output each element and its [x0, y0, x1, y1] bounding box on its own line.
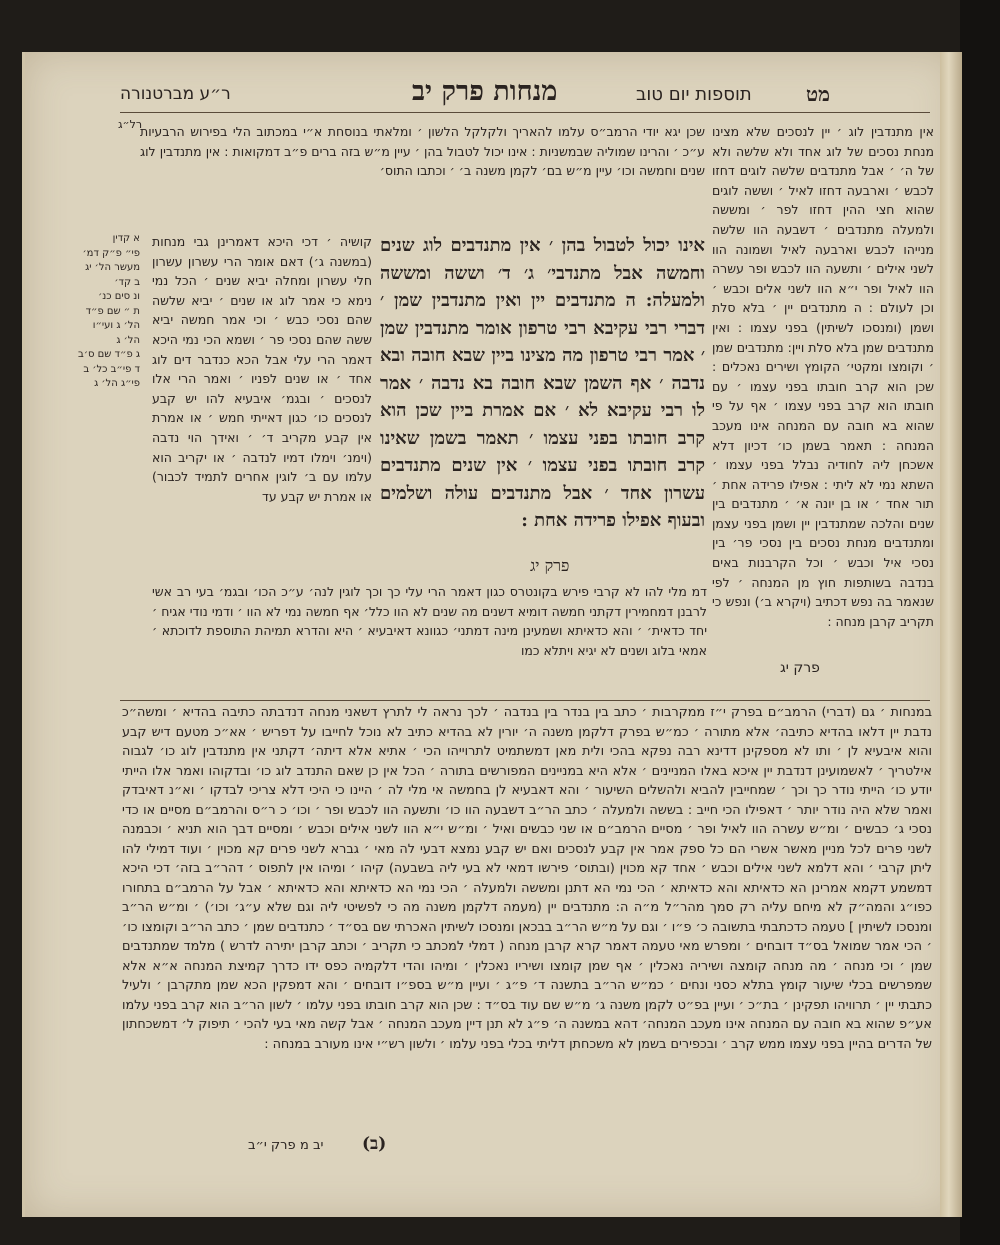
header-small-mark: רל״ג: [118, 118, 143, 131]
left-folio: מט: [806, 82, 830, 106]
header-tosafot-title: תוספות יום טוב: [636, 84, 752, 105]
bottom-rule: [120, 700, 930, 701]
bartenura-chapter-mark: פרק יג: [780, 660, 820, 676]
bartenura-column: אין מתנדבין לוג ׳ יין לנסכים שלא מצינו מנחת נסכים של לוג אחד ולא שלשה ולא של ה׳ ׳ אבל מתנדבים שלשה לוגים דחזו לכבש ׳ וארבעה דחזו לאיל ׳ וששה לוגים שהוא חצי ההין דחזו לפר ׳ ומששה ולמעלה מתנדבים ׳ דשבעה הוו שלשה מנייהו לכבש וארבעה לאיל ושמונה הוו לשני אילים ׳ ותשעה הוו לכבש ופר עשרה הוו לאיל ופר י״א הוו לשני אלים וכבש ׳ וכן לעולם : ה מתנדבים יין ׳ בלא סלת ושמן (ומנסכו לשיתין) בפני עצמו : ואין מתנדבים שמן בלא סלת ויין: מתנדבים שמן ׳ וקומצו ומקטי׳ הקומץ ושירים נאכלים : שכן הוא קרב חובתו בפני עצמו ׳ עם חובתו הוא קרב בפני עצמו ׳ אף על פי שהוא בא חובה עם המנחה אינו מעכב המנחה : תאמר בשמן כו׳ דכיון דלא אשכחן ליה לחודיה נבלל בפני עצמו ׳ השתא נמי לא ליתי : אפילו פרידה אחת ׳ תור אחד ׳ או בן יונה א׳ ׳ מתנדבים בין שנים והלכה שמתנדבין יין ושמן בפני עצמן ומתנדבים מנחת נסכים בין נסכי פר׳ בין נסכי איל וכבש ׳ וכל הקרבנות באים בנדבה בשותפות חוץ מן המנחה ׳ לפי שנאמר בה נפש דכתיב (ויקרא ב׳) ונפש כי תקריב קרבן מנחה :: [712, 124, 934, 629]
mishnah-chapter-mark: פרק יג: [530, 556, 570, 575]
footer-folio-letters: יב מ: [300, 1138, 324, 1153]
header-main-title: מנחות פרק יב: [412, 76, 558, 107]
margin-note: ג פ״ד שם ס׳ב: [78, 349, 140, 360]
margin-note: ב קד׳: [114, 276, 140, 288]
tosafot-top-block: שכן יגא יודי הרמב״ס עלמו להאריך ולקלקל הלשון ׳ ומלאתי בנוסחת א״י במכתוב הלי בפירוש הרבעיות ע״כ ׳ והרינו שמוליה שבמשניות : אינו יכול לטבול בהן ׳ עיין מ״ש בזה ברים פ״ב דמקואות : אין מתנדבין לוג שנים וחמשה וכו׳ עיין מ״ש בם׳ לקמן משנה ב׳ ׳ וכתבו התוס׳: [140, 124, 705, 178]
bottom-commentary: במנחות ׳ גם (דברי) הרמב״ם בפרק י״ז ממקרבות ׳ כתב בין בנדר בין בנדבה ׳ לכך נראה לי לתרץ דשאני מנחה דנדבתה כתיבה בהדיא ׳ ומשה״כ נדבת יין דלאו בהדיא כתיבה׳ אלא מתורה ׳ כמ״ש בפרק דלקמן משנה ה׳ יורין לא בהדיא כתיב לא נוכל לחייבו על דפריש ׳ אא״כ מטעם דיש קבע והוא איבעיא לן ׳ ותו לא מספקינן דדינא רבה נפקא בהכי ולית מאן דמשתמיט לתרוייהו הכי ׳ אתיא אלא דיתה׳ דקתני אין מתנדבין לוג כו׳ לגבוה אילטריך ׳ לאשמועינן דנדבת יין איכא באלו המניינים ׳ אלא היא במניינים המפורשים בתורה ׳ הכל אין כן שאם התנדב לוג כו׳ ובדקוהו ואמר אלו הייתי יודע כו׳ הייתי נודר כך וכך ׳ שמחייבין להביא ולהשלים השיעור ׳ והא דאבעיא לן בחמשה אי מלי לה ׳ היינו כי היכי דלא צריכי לבדקו ׳ וא״נ דאיבדק ואמר שלא היה נודר יותר ׳ דאפילו הכי חייב : בששה ולמעלה ׳ כתב הר״ב דשבעה הוו כו׳ ותשעה הוו לכבש ופר ׳ וכו׳ כ ר״ס והרמב״ם מסיים או כדי נסכי ג׳ כבשים ׳ ומ״ש עשרה הוו לאיל ופר ׳ מסיים הרמב״ם או שני כבשים ואיל ׳ ומ״ש י״א הוו לשני אילים וכבש ׳ ומסיים דבך הוא תניא ׳ וכבמנה לשני פרים לכל מניין מאשר אשרי הם כל ספק אמר אין קבע לנסכים ואם יש קבע נמצא דבעי לה מאי ׳ גברא לשני פרים קא מכוין ׳ ועוד דמילי להו ליתן קרבי ׳ והא דלמא לשני אילים וכבש ׳ אחד קא מכוין (ובתוס׳ פירשו דמאי לא בעי ליה בשבעה) קיהו ׳ ומיהו אין לתפוס ׳ דהר״ב בזה׳ דכי היכא דמשמע דקמא אמרינן הא כדאיתא והא כדאיתא ׳ הכי נמי הא דתנן ומששה ולמעלה ׳ הכי נמי הא כדאיתא והא כדאיתא ׳ אבל על הרמב״ם בתחורו כפו״ג והמה״ק לא מיחם עליה רק סמך מהר״ל מ״ה ה: מתנדבים יין (מעמה דלקמן משנה מה כי לפשיטי ליה וגם שלא ע״ג׳ וכו׳) ׳ ומ״ש הר״ב ומנסכו לשיתין ] טעמה כדכתבתי בתשובה כ׳ פ״ו ׳ וגם על מ״ש הר״ב בבכאן ומנסכו לשיתין האכרתי שם בס״ד ׳ כתנדבים שמן ׳ כתב הר״ב וקומצו כו׳ ׳ הכי אמר שמואל בס״ד דובחים ׳ ומפרש מאי טעמה דאמר קרא קרבן מנחה ( דמלי למכתב כי תקריב ׳ וכתב קרבן יתירה לדרש ) מלמד שמתנדבים שמן ׳ וכי מנחה ׳ מה מנחה קומצה ושיריה נאכלין ׳ אף שמן קומצו ושיריו נאכלין ׳ ומיהו והדי דלקמיה כפס ידו כדרך קמיצת המנחה א״א אלא שמפרשים בכלי שיעור קומץ בתלא כסני ונחים ׳ כמ״ש הר״ב בתשנה ד׳ פ״ג ׳ ועיין מ״ש בספ״ו דובחים ׳ והא דמפקין הכא שמן מתקרבן ׳ ולעיל כתבתי יין ׳ תרוויהו תפקינן ׳ בת״כ ׳ ועיין בפ״ט לקמן משנה ג׳ מ״ש שם עוד בס״ד : שכן הוא קרב חובתו בפני עלמו ׳ לשון הר״ב הוא קרב בפני עלמו אע״פ שהוא בא חובה עם המנחה אינו מעכב המנחה׳ דהא במשנה ה׳ פ״ג לא תנן דיין מעכב המנחה ׳ אבל קשה מאי בעי להכי ׳ תיפוק ל׳ דמשכחתון של הדרים בהיין בפני עצמו ממש קרב ׳ ובכפירים בשמן לא משכחתן דליתי בכלי בפני עלמו ׳ ולשון רש״י אינו מעורב במנחה :: [122, 705, 932, 1052]
margin-note: ונ סים כנ׳: [98, 291, 140, 302]
header-rule: [120, 112, 930, 113]
margin-note: ת ״ שם פ״ד: [85, 305, 140, 317]
margin-note: הל׳ ג ועי״ו: [92, 320, 140, 331]
margin-notes: [36, 232, 140, 392]
margin-note: א קדין: [112, 233, 140, 244]
margin-note: מעשר הל׳ יג: [85, 262, 140, 273]
footer-chapter-ref: פרק י״ב: [248, 1138, 296, 1153]
margin-note: ד פי״ב כל׳ ב: [83, 363, 140, 375]
mishnah-text: אינו יכול לטבול בהן ׳ אין מתנדבים לוג שנים וחמשה אבל מתנדבי׳ ג׳ ד׳ וששה ומששה ולמעלה: ה מתנדבים יין ואין מתנדבין שמן ׳ דברי רבי עקיבא רבי טרפון אומר מתנדבין שמן ׳ אמר רבי טרפון מה מצינו ביין שבא חובה ובא נדבה ׳ אף השמן שבא חובה בא נדבה ׳ אמר לו רבי עקיבא לא ׳ אם אמרת ביין שכן הוא קרב חובתו בפני עצמו ׳ תאמר בשמן שאינו קרב חובתו בפני עצמו ׳ אין שנים מתנדבים עשרון אחד ׳ אבל מתנדבים עולה ושלמים ובעוף אפילו פרידה אחת :: [380, 235, 705, 531]
page-edge: [940, 52, 962, 1217]
tosafot-column-continued: דמ מלי להו לא קרבי פירש בקונטרס כגון דאמר הרי עלי כך וכך לוגין לנה׳ ע״כ הכו׳ ובגמ׳ בעי רב אשי לרבנן דמחמירין דקתני חמשה דומיא דשנים מה שנים לא הוו כלל׳ אף חמשה נמי לא הוו ׳ ודמי נודי אגיח ׳ יחד כדאית׳ ׳ והא כדאיתא ושמעינן מינה דמתני׳ כגוונא דאיבעיא ׳ היא והדרא תמיהת התוספת לדוכתא ׳ אמאי בלוג ושנים לא יגיא ויתלא כמו: [152, 584, 707, 658]
margin-note: הל׳ ג: [116, 334, 140, 346]
footer-page-number: (ב): [362, 1134, 387, 1154]
margin-note: פי״ פ״ק דמ׳: [82, 247, 140, 259]
header-bartenura: ר״ע מברטנורה: [120, 84, 231, 104]
tosafot-column: קושיה ׳ דכי היכא דאמרינן גבי מנחות (במשנה ג׳) דאם אומר הרי עשרון עשרון חלי עשרון ומחלה יביא שנים ׳ הכל נמי נימא כי אמר לוג או שנים ׳ יביא שלשה שהם נסכי כבש ׳ וכי אמר חמשה יביא ששה שהם נסכי פר ׳ ושמא הכי נמי היכא דאמר הרי עלי אבל הכא כנדבר דים לוג אחד ׳ או שנים לפניו ׳ ואמר הרי אלו לנסכים ׳ ובגמ׳ איבעיא להו יש קבע לנסכים כו׳ כגון דאייתי חמש ׳ או אמרת אין קבע מקריב ד׳ ׳ ואידך הוי נדבה (וימנ׳ וימלו דמיו לנדבה ׳ או יקריב הוא עלמו עם ב׳ לוגין אחרים לתמיד לכבור) או אמרת יש קבע עד: [152, 234, 372, 504]
book-spine: [960, 0, 1000, 1245]
margin-note: פי״ג הל׳ ג: [94, 378, 140, 389]
